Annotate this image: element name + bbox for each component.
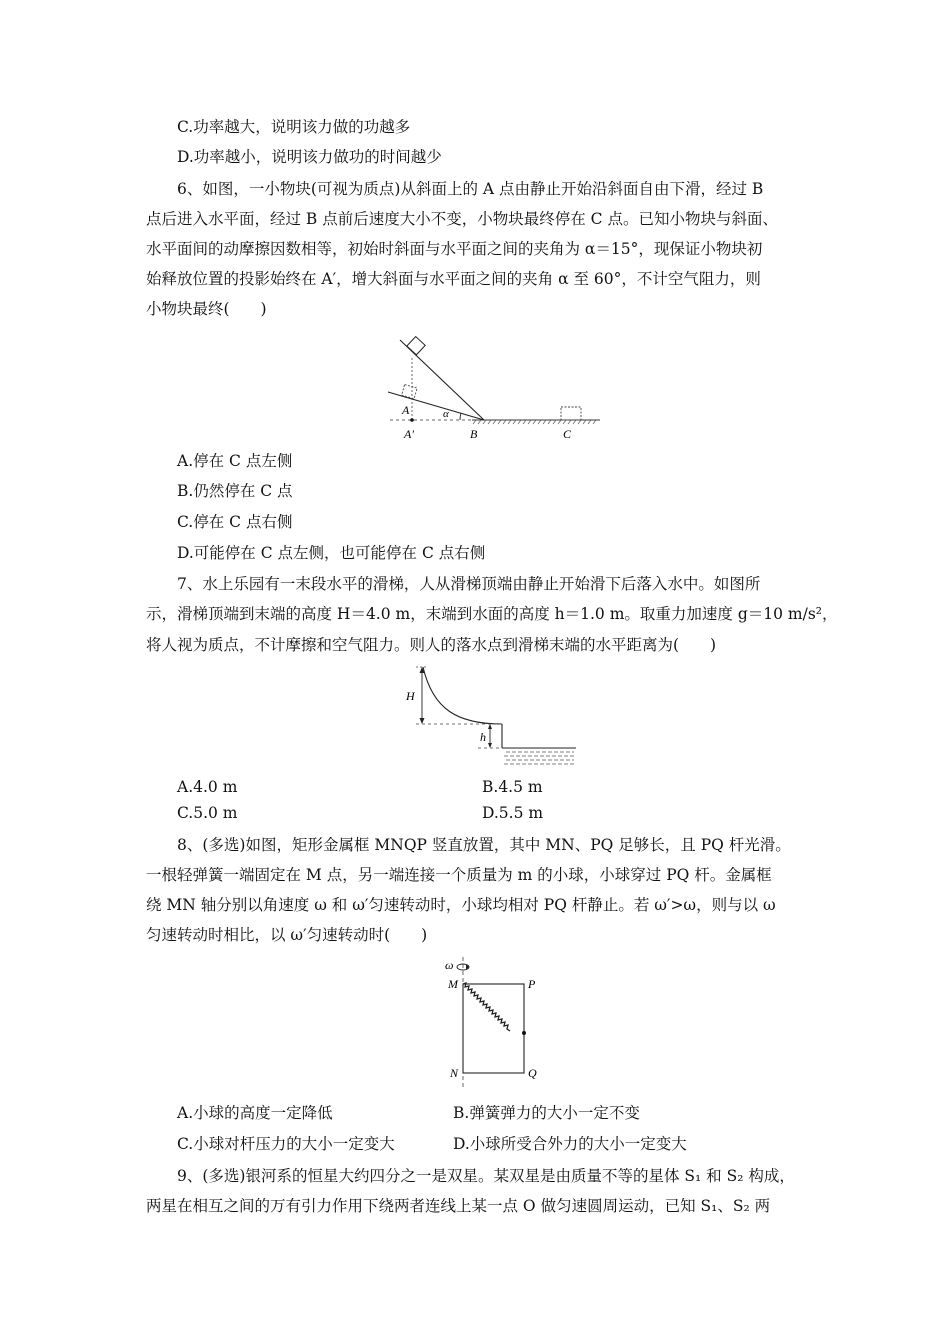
prev-option-c: C.功率越大，说明该力做的功越多 bbox=[177, 118, 411, 136]
q8-label-m: M bbox=[448, 977, 458, 991]
q6-point-a-prime bbox=[410, 418, 414, 422]
q7-option-d: D.5.5 m bbox=[482, 804, 544, 822]
q7-option-b: B.4.5 m bbox=[482, 778, 543, 796]
q8-line-4: 匀速转动时相比，以 ω′匀速转动时( ) bbox=[146, 926, 428, 944]
q8-label-omega: ω bbox=[445, 958, 454, 972]
q6-block-c bbox=[561, 407, 581, 420]
q8-frame bbox=[463, 984, 524, 1073]
q7-label-h-small: h bbox=[480, 730, 486, 744]
q8-line-2: 一根轻弹簧一端固定在 M 点，另一端连接一个质量为 m 的小球，小球穿过 PQ 杆。金属框 bbox=[146, 866, 772, 884]
q6-incline-figure bbox=[380, 328, 610, 444]
q6-ground-hatch bbox=[473, 420, 596, 424]
q8-label-n: N bbox=[450, 1066, 459, 1080]
q6-option-c: C.停在 C 点右侧 bbox=[177, 513, 293, 531]
q7-option-a: A.4.0 m bbox=[177, 778, 238, 796]
q7-label-h-big: H bbox=[406, 689, 415, 703]
q7-line-3: 将人视为质点，不计摩擦和空气阻力。则人的落水点到滑梯末端的水平距离为( ) bbox=[146, 636, 717, 654]
q7-line-1: 7、水上乐园有一末段水平的滑梯，人从滑梯顶端由静止开始滑下后落入水中。如图所 bbox=[177, 575, 761, 593]
q8-line-3: 绕 MN 轴分别以角速度 ω 和 ω′匀速转动时，小球均相对 PQ 杆静止。若 ω′>ω，则与以 ω bbox=[146, 896, 776, 914]
q6-label-alpha: α bbox=[443, 408, 449, 420]
q8-label-q: Q bbox=[528, 1066, 537, 1080]
q9-line-1: 9、(多选)银河系的恒星大约四分之一是双星。某双星是由质量不等的星体 S₁ 和 S₂ 构成， bbox=[177, 1167, 795, 1185]
q7-slide-figure bbox=[398, 660, 583, 770]
q6-label-a: A bbox=[402, 403, 410, 417]
q6-label-b: B bbox=[470, 427, 478, 441]
q6-option-b: B.仍然停在 C 点 bbox=[177, 482, 293, 500]
q8-line-1: 8、(多选)如图，矩形金属框 MNQP 竖直放置，其中 MN、PQ 足够长，且 PQ 杆光滑。 bbox=[177, 836, 791, 854]
q6-line-2: 点后进入水平面，经过 B 点前后速度大小不变，小物块最终停在 C 点。已知小物块与斜面、 bbox=[146, 210, 778, 228]
q7-option-c: C.5.0 m bbox=[177, 804, 238, 822]
q7-water-waves bbox=[504, 752, 576, 764]
prev-option-d: D.功率越小，说明该力做功的时间越少 bbox=[177, 148, 442, 166]
q9-line-2: 两星在相互之间的万有引力作用下绕两者连线上某一点 O 做匀速圆周运动，已知 S₁、S₂ 两 bbox=[146, 1197, 771, 1215]
q6-angle-arc bbox=[460, 413, 461, 420]
q8-option-c: C.小球对杆压力的大小一定变大 bbox=[177, 1135, 395, 1153]
q6-option-d: D.可能停在 C 点左侧，也可能停在 C 点右侧 bbox=[177, 544, 486, 562]
q7-slide-curve bbox=[423, 667, 502, 724]
q8-frame-figure bbox=[438, 955, 548, 1090]
q8-option-d: D.小球所受合外力的大小一定变大 bbox=[453, 1135, 687, 1153]
q8-option-b: B.弹簧弹力的大小一定不变 bbox=[453, 1104, 640, 1122]
q8-option-a: A.小球的高度一定降低 bbox=[177, 1104, 333, 1122]
q8-label-p: P bbox=[528, 977, 536, 991]
q6-line-5: 小物块最终( ) bbox=[146, 300, 267, 318]
q8-ball bbox=[522, 1031, 526, 1035]
q8-spring bbox=[463, 983, 510, 1031]
q6-line-4: 始释放位置的投影始终在 A′，增大斜面与水平面之间的夹角 α 至 60°，不计空气阻力，则 bbox=[146, 270, 761, 288]
q6-label-a-prime: A′ bbox=[404, 427, 414, 441]
q6-label-c: C bbox=[563, 427, 572, 441]
q6-line-3: 水平面间的动摩擦因数相等，初始时斜面与水平面之间的夹角为 α＝15°，现保证小物块初 bbox=[146, 240, 763, 258]
q6-line-1: 6、如图，一小物块(可视为质点)从斜面上的 A 点由静止开始沿斜面自由下滑，经过 B bbox=[177, 180, 764, 198]
q7-line-2: 示，滑梯顶端到末端的高度 H＝4.0 m，末端到水面的高度 h＝1.0 m。取重力加速度 g＝10 m/s²， bbox=[146, 605, 838, 623]
q6-block-steep bbox=[407, 337, 425, 355]
q6-option-a: A.停在 C 点左侧 bbox=[177, 452, 293, 470]
